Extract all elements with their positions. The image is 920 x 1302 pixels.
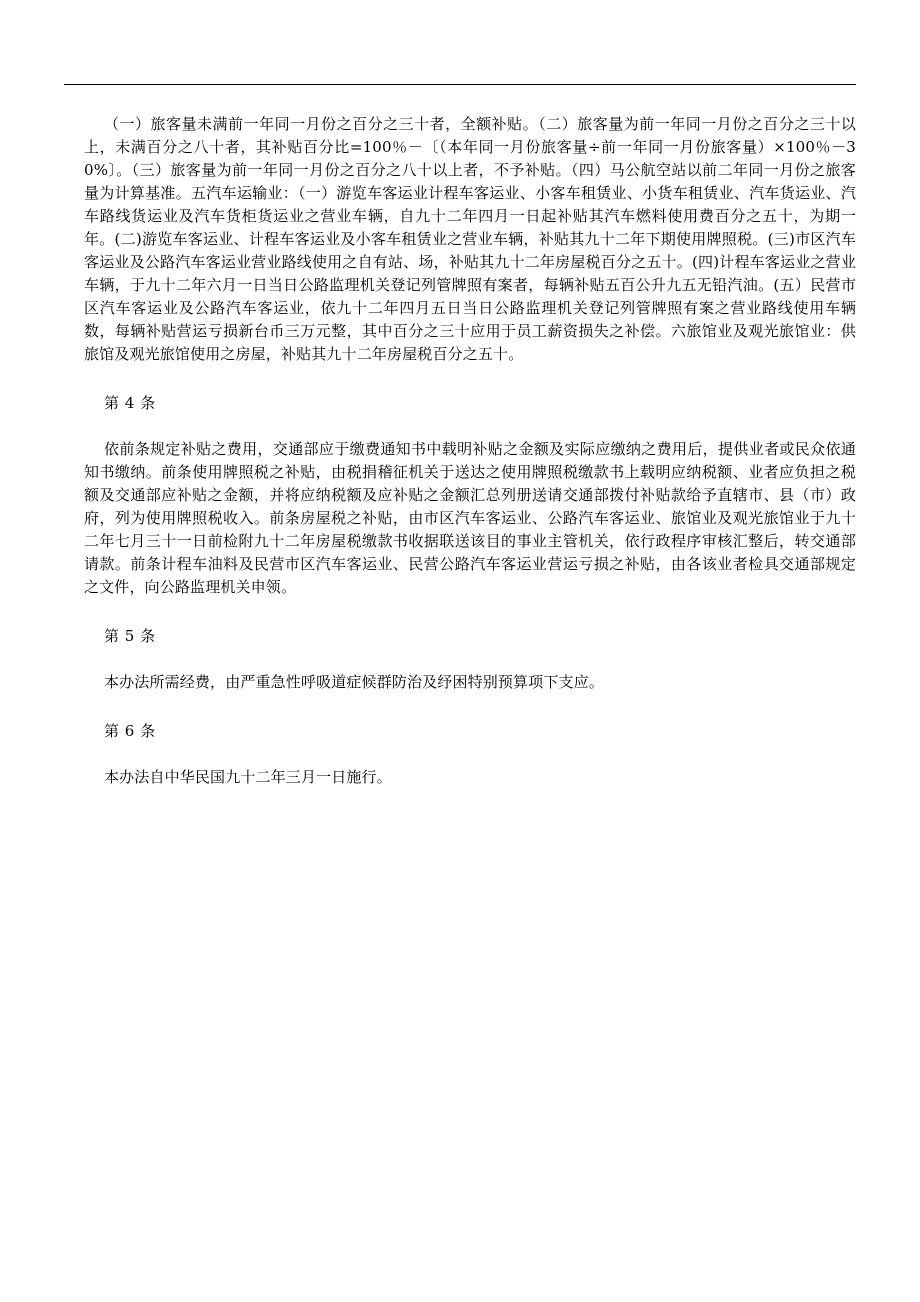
article-4-heading: 第 4 条: [104, 394, 156, 412]
article-6-paragraph: 本办法自中华民国九十二年三月一日施行。: [104, 768, 392, 786]
document-body: [84, 113, 856, 815]
article-5-heading: 第 5 条: [104, 627, 156, 645]
header-rule: [64, 84, 856, 85]
article-3-continuation-paragraph: （一）旅客量未满前一年同一月份之百分之三十者，全额补贴。（二）旅客量为前一年同一月份之百分之三十以上，未满百分之八十者，其补贴百分比=100％－〔（本年同一月份旅客量÷前一年同一月份旅客量）×100％－30%〕。（三）旅客量为前一年同一月份之百分之八十以上者，不予补贴。（四）马公航空站以前二年同一月份之旅客量为计算基准。五汽车运输业：（一）游览车客运业计程车客运业、小客车租赁业、小货车租赁业、汽车货运业、汽车路线货运业及汽车货柜货运业之营业车辆，自九十二年四月一日起补贴其汽车燃料使用费百分之五十，为期一年。(二)游览车客运业、计程车客运业及小客车租赁业之营业车辆，补贴其九十二年下期使用牌照税。(三)市区汽车客运业及公路汽车客运业营业路线使用之自有站、场，补贴其九十二年房屋税百分之五十。(四)计程车客运业之营业车辆，于九十二年六月一日当日公路监理机关登记列管牌照有案者，每辆补贴五百公升九五无铅汽油。(五）民营市区汽车客运业及公路汽车客运业，依九十二年四月五日当日公路监理机关登记列管牌照有案之营业路线使用车辆数，每辆补贴营运亏损新台币三万元整，其中百分之三十应用于员工薪资损失之补偿。六旅馆业及观光旅馆业：供旅馆及观光旅馆使用之房屋，补贴其九十二年房屋税百分之五十。: [84, 115, 856, 363]
article-4-paragraph: 依前条规定补贴之费用，交通部应于缴费通知书中载明补贴之金额及实际应缴纳之费用后，提供业者或民众依通知书缴纳。前条使用牌照税之补贴，由税捐稽征机关于送达之使用牌照税缴款书上载明应纳税额、业者应负担之税额及交通部应补贴之金额，并将应纳税额及应补贴之金额汇总列册送请交通部拨付补贴款给予直辖市、县（市）政府，列为使用牌照税收入。前条房屋税之补贴，由市区汽车客运业、公路汽车客运业、旅馆业及观光旅馆业于九十二年七月三十一日前检附九十二年房屋税缴款书收据联送该目的事业主管机关，依行政程序审核汇整后，转交通部请款。前条计程车油料及民营市区汽车客运业、民营公路汽车客运业营运亏损之补贴，由各该业者检具交通部规定之文件，向公路监理机关申领。: [84, 440, 856, 596]
article-6-heading: 第 6 条: [104, 722, 156, 740]
article-5-paragraph: 本办法所需经费，由严重急性呼吸道症候群防治及纾困特别预算项下支应。: [104, 673, 604, 691]
